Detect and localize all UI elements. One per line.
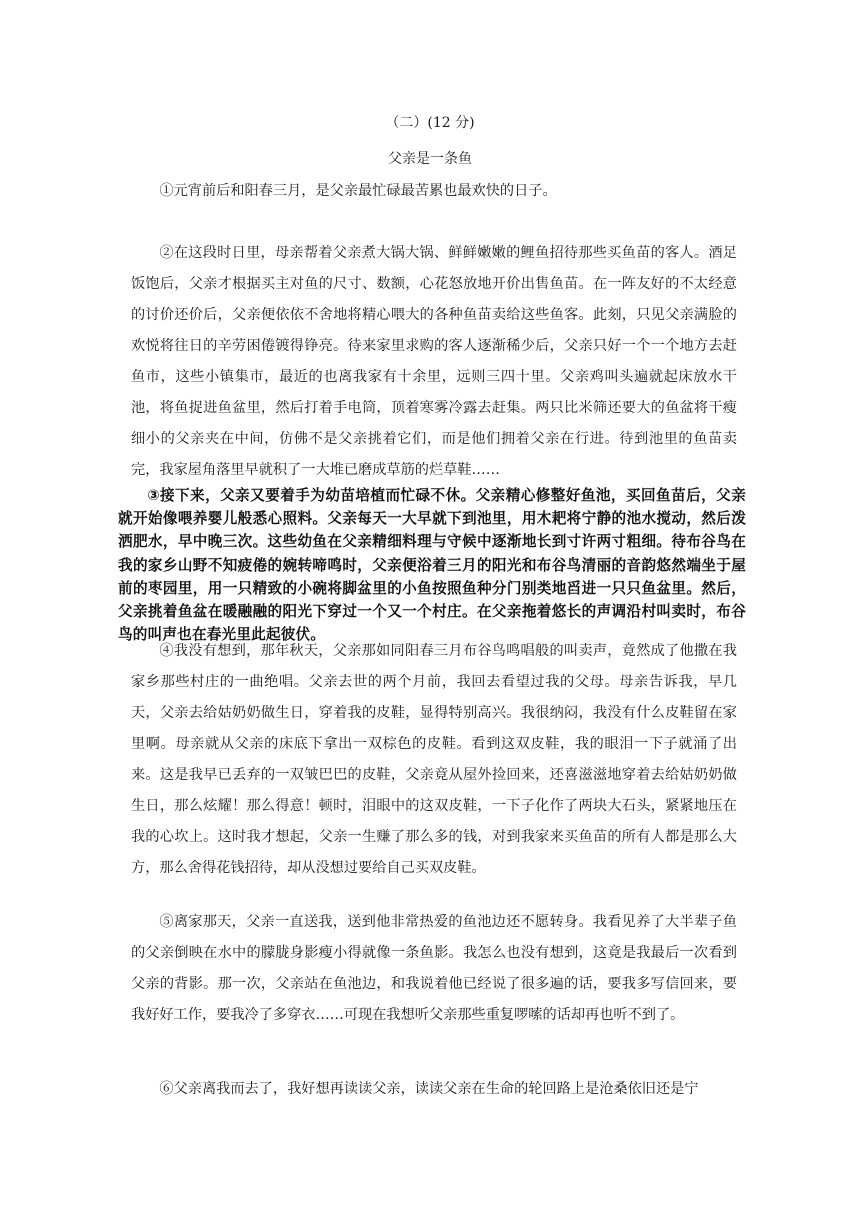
article-title: 父亲是一条鱼 — [388, 151, 472, 167]
paragraph-2: ②在这段时日里，母亲帮着父亲煮大锅大锅、鲜鲜嫩嫩的鲤鱼招待那些买鱼苗的客人。酒足饭饱后，父亲才根据买主对鱼的尺寸、数额，心花怒放地开价出售鱼苗。在一阵友好的不太经意的讨价还价后，父亲便依依不舍地将精心喂大的各种鱼苗卖给这些鱼客。此刻，只见父亲满脸的欢悦将往日的辛劳困倦镀得铮亮。待来家里求购的客人逐渐稀少后，父亲只好一个一个地方去赶鱼市，这些小镇集市，最近的也离我家有十余里，远则三四十里。父亲鸡叫头遍就起床放水干池，将鱼捉进鱼盆里，然后打着手电筒，顶着寒雾冷露去赶集。两只比米筛还要大的鱼盆将干瘦细小的父亲夹在中间，仿佛不是父亲挑着它们，而是他们拥着父亲在行进。待到池里的鱼苗卖完，我家屋角落里早就积了一大堆已磨成草筋的烂草鞋…… — [131, 245, 737, 478]
paragraph-4: ④我没有想到，那年秋天，父亲那如同阳春三月布谷鸟鸣唱般的叫卖声，竟然成了他撒在我家乡那些村庄的一曲绝唱。父亲去世的两个月前，我回去看望过我的父母。母亲告诉我，早几天，父亲去给姑奶奶做生日，穿着我的皮鞋，显得特别高兴。我很纳闷，我没有什么皮鞋留在家里啊。母亲就从父亲的床底下拿出一双棕色的皮鞋。看到这双皮鞋，我的眼泪一下子就涌了出来。这是我早已丢弃的一双皱巴巴的皮鞋，父亲竟从屋外捡回来，还喜滋滋地穿着去给姑奶奶做生日，那么炫耀！那么得意！顿时，泪眼中的这双皮鞋，一下子化作了两块大石头，紧紧地压在我的心坎上。这时我才想起，父亲一生赚了那么多的钱，对到我家来买鱼苗的所有人都是那么大方，那么舍得花钱招待，却从没想过要给自己买双皮鞋。 — [131, 643, 737, 876]
section-number: （二）(12 分) — [385, 115, 475, 131]
paragraph-5: ⑤离家那天，父亲一直送我，送到他非常热爱的鱼池边还不愿转身。我看见养了大半辈子鱼的父亲倒映在水中的朦胧身影瘦小得就像一条鱼影。我怎么也没有想到，这竟是我最后一次看到父亲的背影。那一次，父亲站在鱼池边，和我说着他已经说了很多遍的话，要我多写信回来，要我好好工作，要我冷了多穿衣……可现在我想听父亲那些重复啰嗦的话却再也听不到了。 — [131, 914, 737, 1023]
paragraph-6: ⑥父亲离我而去了，我好想再读读父亲，读读父亲在生命的轮回路上是沧桑依旧还是宁 — [159, 1081, 699, 1097]
paragraph-1: ①元宵前后和阳春三月，是父亲最忙碌最苦累也最欢快的日子。 — [159, 183, 557, 199]
paragraph-3-bold: ③接下来，父亲又要着手为幼苗培植而忙碌不休。父亲精心修整好鱼池，买回鱼苗后，父亲就开始像喂养婴儿般悉心照料。父亲每天一大早就下到池里，用木耙将宁静的池水搅动，然后泼洒肥水，早中晚三次。这些幼鱼在父亲精细料理与守候中逐渐地长到寸许两寸粗细。待布谷鸟在我的家乡山野不知疲倦的婉转啼鸣时，父亲便浴着三月的阳光和布谷鸟清丽的音韵悠然端坐于屋前的枣园里，用一只精致的小碗将脚盆里的小鱼按照鱼种分门别类地舀进一只只鱼盆里。然后，父亲挑着鱼盆在暖融融的阳光下穿过一个又一个村庄。在父亲拖着悠长的声调沿村叫卖时，布谷鸟的叫声也在春光里此起彼伏。 — [118, 487, 746, 644]
